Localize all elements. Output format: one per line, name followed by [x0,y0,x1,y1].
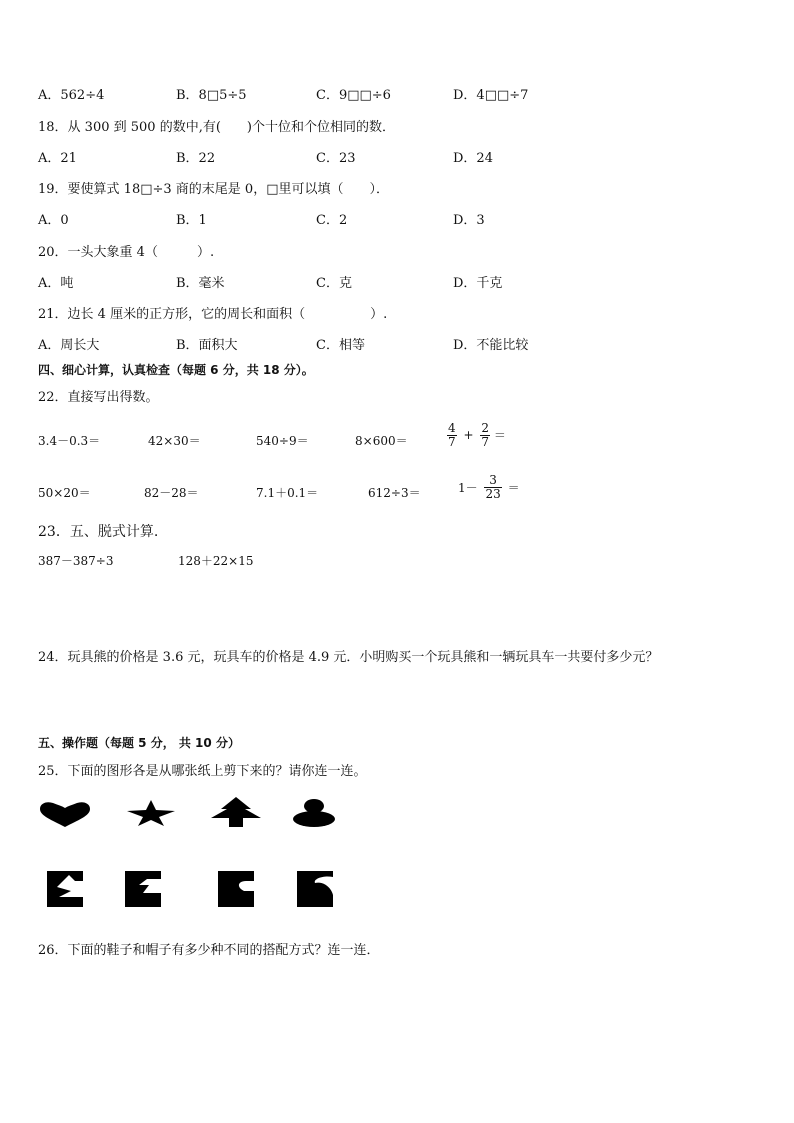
cut-paper-2-icon [125,871,163,907]
q17-option-c: C．9□□÷6 [316,88,391,103]
fraction [484,474,501,500]
q19-option-d: D．3 [453,213,485,228]
q21-option-d: D．不能比较 [453,338,529,353]
q22-item-4: 8×600＝ [355,434,408,448]
q22-item-10-fraction-sub [458,474,520,500]
numerator: 3 [489,473,497,487]
lead-term: 1－ [458,480,478,495]
cut-paper-1-icon [47,871,85,907]
numerator: 2 [481,421,489,435]
q22-item-9: 612÷3＝ [368,486,421,500]
q21-option-a: A．周长大 [38,338,100,353]
q23-expr-2: 128＋22×15 [178,554,254,568]
section-5-title: 五、操作题（每题 5 分， 共 10 分） [38,736,240,750]
q22-item-2: 42×30＝ [148,434,201,448]
numerator: 4 [448,421,456,435]
q21-option-c: C．相等 [316,338,365,353]
q19-option-c: C．2 [316,213,348,228]
q22-item-7: 82－28＝ [144,486,199,500]
q20-option-d: D．千克 [453,276,503,291]
star-shape-icon [126,799,176,827]
q20-option-a: A．吨 [38,276,74,291]
cut-paper-3-icon [218,871,256,907]
q22-item-1: 3.4－0.3＝ [38,434,101,448]
q18-stem: 18．从 300 到 500 的数中,有( )个十位和个位相同的数． [38,120,395,135]
q22-stem: 22．直接写出得数。 [38,390,159,405]
q19-option-a: A．0 [38,213,69,228]
heart-shape-icon [38,800,92,828]
q23-stem: 23．五、脱式计算. [38,524,159,540]
fraction [480,422,490,448]
denominator: 23 [485,486,501,501]
q18-option-d: D．24 [453,151,493,166]
q17-option-d: D．4□□÷7 [453,88,529,103]
denominator: 7 [448,434,456,449]
q22-item-5-fraction-sum [447,422,506,448]
q22-item-6: 50×20＝ [38,486,91,500]
q22-item-3: 540÷9＝ [256,434,309,448]
q19-stem: 19．要使算式 18□÷3 商的末尾是 0，□里可以填（ ）． [38,182,389,197]
plus-sign: + [463,428,474,443]
tree-arrow-shape-icon [209,796,263,828]
q19-option-b: B．1 [176,213,207,228]
equals-sign: ＝ [493,428,506,443]
q24-stem: 24．玩具熊的价格是 3.6 元，玩具车的价格是 4.9 元．小明购买一个玩具熊和一辆玩具车一共要付多少元？ [38,650,659,665]
q20-option-c: C．克 [316,276,352,291]
q17-option-b: B．8□5÷5 [176,88,247,103]
section-4-title: 四、细心计算，认真检查（每题 6 分，共 18 分）。 [38,363,314,377]
q18-option-c: C．23 [316,151,356,166]
q17-option-a: A．562÷4 [38,88,105,103]
denominator: 7 [481,434,489,449]
q18-option-b: B．22 [176,151,216,166]
q26-stem: 26．下面的鞋子和帽子有多少种不同的搭配方式？连一连． [38,943,380,958]
fraction [447,422,457,448]
q25-stem: 25．下面的图形各是从哪张纸上剪下来的？请你连一连。 [38,764,367,779]
q21-option-b: B．面积大 [176,338,238,353]
equals-sign: ＝ [507,480,520,495]
cut-paper-4-icon [297,871,335,907]
q23-expr-1: 387－387÷3 [38,554,114,568]
q22-item-8: 7.1＋0.1＝ [256,486,319,500]
q21-stem: 21．边长 4 厘米的正方形，它的周长和面积（ ）. [38,307,388,322]
q20-option-b: B．毫米 [176,276,225,291]
q20-stem: 20．一头大象重 4（ ）. [38,245,215,260]
q18-option-a: A．21 [38,151,77,166]
snowman-shape-icon [291,798,337,828]
